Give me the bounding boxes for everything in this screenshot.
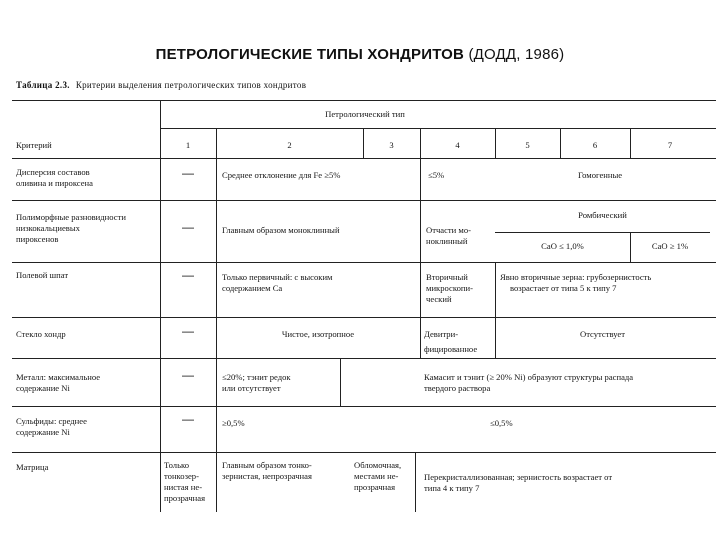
table-caption-text: Критерии выделения петрологических типов хондритов: [75, 80, 307, 90]
type-header-2: 2: [287, 140, 292, 150]
pyroxene-type5-7: Ромбический: [578, 210, 627, 220]
glass-type5-7: Отсутствует: [579, 329, 625, 339]
feldspar-type5-7: Явно вторичные зерна: грубозернистость возрастает от типа 5 к типу 7: [500, 272, 652, 293]
criterion-pyroxene: Полиморфные разновидности низкокальциевых пироксенов: [16, 212, 126, 244]
criterion-sulfide: Сульфиды: среднее содержание Ni: [16, 416, 87, 437]
table-rule: [12, 200, 716, 201]
table-rule: [495, 232, 710, 233]
table-rule: [160, 100, 161, 512]
metal-type4-7: Камасит и тэнит (≥ 20% Ni) образуют структуры распада твердого раствора: [424, 372, 634, 393]
type-header-3: 3: [389, 140, 394, 150]
table-rule: [12, 452, 716, 453]
sulfide-type1-dash: —: [182, 412, 194, 426]
type-header-1: 1: [185, 140, 191, 150]
table-rule: [216, 128, 217, 512]
pyroxene-type5-6: CaO ≤ 1,0%: [541, 241, 584, 251]
glass-type2-3: Чистое, изотропное: [281, 329, 355, 339]
type-group-header: Петрологический тип: [325, 109, 405, 119]
sulfide-type2-3: ≥0,5%: [222, 418, 245, 428]
glass-type4: Девитри- фицированное: [424, 329, 478, 354]
table-rule: [340, 358, 341, 406]
table-rule: [495, 262, 496, 317]
table-label: Таблица 2.3.: [16, 80, 70, 90]
pyroxene-type4: Отчасти мо- ноклинный: [426, 225, 472, 246]
table-rule: [12, 100, 716, 101]
dispersion-type4: ≤5%: [428, 170, 445, 180]
matrix-type2: Главным образом тонко- зернистая, непрозрачная: [222, 460, 312, 481]
feldspar-type1-dash: —: [182, 268, 194, 282]
sulfide-type4-7: ≤0,5%: [490, 418, 513, 428]
table-rule: [415, 452, 416, 512]
table-caption: [16, 80, 306, 90]
matrix-type3: Обломочная, местами не- прозрачная: [354, 460, 402, 492]
table-rule: [12, 317, 716, 318]
matrix-type1: Только тонкозер- нистая не- прозрачная: [164, 460, 206, 503]
table-rule: [420, 200, 421, 262]
table-rule: [12, 262, 716, 263]
type-header-7: 7: [667, 140, 673, 150]
dispersion-type1-dash: —: [182, 166, 194, 180]
table-rule: [420, 317, 421, 358]
criterion-metal: Металл: максимальное содержание Ni: [16, 372, 101, 393]
criterion-header: Критерий: [16, 140, 52, 150]
table-rule: [12, 358, 716, 359]
pyroxene-type7: CaO ≥ 1%: [651, 241, 689, 251]
table-rule: [420, 262, 421, 317]
page-title: ПЕТРОЛОГИЧЕСКИЕ ТИПЫ ХОНДРИТОВ (ДОДД, 1986): [155, 46, 565, 63]
pyroxene-type2-3: Главным образом моноклинный: [222, 225, 340, 235]
type-header-6: 6: [592, 140, 598, 150]
matrix-type4-7: Перекристаллизованная; зернистость возрастает от типа 4 к типу 7: [424, 472, 613, 493]
pyroxene-type1-dash: —: [182, 220, 194, 234]
dispersion-type5-7: Гомогенные: [577, 170, 623, 180]
table-rule: [160, 128, 716, 129]
dispersion-type2-3: Среднее отклонение для Fe ≥5%: [222, 170, 341, 180]
table-rule: [420, 158, 421, 200]
glass-type1-dash: —: [182, 324, 194, 338]
feldspar-type2-3: Только первичный: с высоким содержанием Ca: [222, 272, 333, 293]
criterion-glass: Стекло хондр: [16, 329, 66, 339]
criterion-matrix: Матрица: [16, 462, 49, 472]
criterion-feldspar: Полевой шпат: [16, 270, 69, 280]
table-rule: [12, 406, 716, 407]
type-header-5: 5: [525, 140, 530, 150]
criterion-dispersion: Дисперсия составов оливина и пироксена: [16, 167, 93, 188]
type-header-4: 4: [455, 140, 460, 150]
title-reference: (ДОДД, 1986): [468, 46, 565, 63]
metal-type2-3: ≤20%; тэнит редок или отсутствует: [222, 372, 291, 393]
table-rule: [12, 158, 716, 159]
metal-type1-dash: —: [182, 368, 194, 382]
feldspar-type4: Вторичный микроскопи- ческий: [426, 272, 473, 304]
